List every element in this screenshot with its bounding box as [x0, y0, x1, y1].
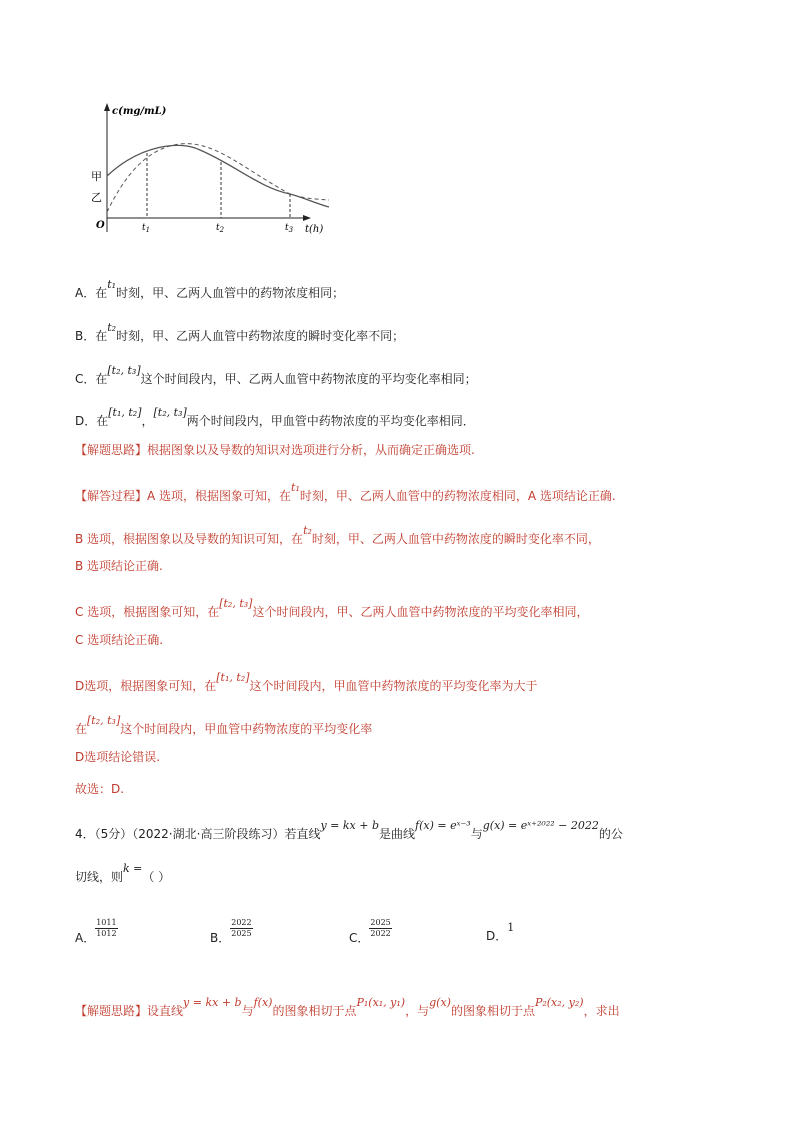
q4-stem-line1 [75, 819, 623, 843]
q4-option-a-den: 1012 [96, 929, 117, 938]
curve-yi-label: 乙 [91, 191, 102, 204]
q4-mid1: 是曲线 [379, 827, 416, 841]
option-d-math1: [t₁, t₂] [108, 406, 142, 419]
process-c-math: [t₂, t₃] [219, 597, 253, 610]
solution-idea [75, 442, 475, 458]
q4-option-b-fraction [230, 918, 252, 939]
option-d-text: 两个时间段内，甲血管中药物浓度的平均变化率相同． [186, 414, 475, 428]
concentration-graph [85, 100, 335, 240]
process-b-math: t₂ [303, 524, 312, 537]
process-c-end-text: C 选项结论正确. [75, 633, 164, 647]
q4-option-c-label: C． [349, 931, 370, 945]
process-d2-math: [t₂, t₃] [87, 714, 121, 727]
q4-g-equation: g(x) = eˣ⁺²⁰²² − 2022 [482, 819, 599, 832]
option-c-prefix: C．在 [75, 372, 108, 386]
solution-process-d2 [75, 714, 373, 738]
q4-stem-line2 [75, 862, 171, 886]
t1-tick-label: $t_1$ [142, 223, 151, 234]
solution-process-c-end [75, 632, 163, 648]
q4-idea-t3: ，与 [405, 1004, 430, 1018]
q4-idea-prefix: 设直线 [147, 1004, 184, 1018]
process-d-math: [t₁, t₂] [216, 671, 250, 684]
q4-idea-t5: ，求出 [583, 1004, 620, 1018]
q4-line-equation: y = kx + b [320, 819, 379, 832]
q4-idea [75, 996, 620, 1020]
q4-answer-blank: （ ） [142, 870, 171, 884]
process-a-prefix: A 选项，根据图象可知，在 [147, 489, 292, 503]
option-b-text: 时刻，甲、乙两人血管中药物浓度的瞬时变化率不同； [116, 329, 405, 343]
process-b-prefix: B 选项，根据图象以及导数的知识可知，在 [75, 532, 304, 546]
q4-option-a-num: 1011 [96, 918, 117, 927]
q4-mid2: 与 [470, 827, 483, 841]
option-a-prefix: A．在 [75, 286, 108, 300]
x-axis-arrow [303, 215, 311, 221]
q4-option-d-label: D． [486, 929, 508, 943]
solution-process-d [75, 671, 538, 695]
q4-line2-prefix: 切线，则 [75, 870, 124, 884]
option-c-math: [t₂, t₃] [107, 364, 141, 377]
process-a-math: t₁ [291, 481, 300, 494]
q4-idea-f: f(x) [253, 996, 273, 1009]
q4-option-c-den: 2022 [370, 929, 391, 938]
y-axis-arrow [104, 103, 110, 111]
q4-option-b [210, 918, 267, 949]
option-d-math2: [t₂, t₃] [153, 406, 187, 419]
process-d-end-text: D选项结论错误. [75, 750, 161, 764]
q4-idea-t2: 的图象相切于点 [272, 1004, 357, 1018]
idea-text: 根据图象以及导数的知识对选项进行分析，从而确定正确选项. [147, 443, 475, 457]
process-d2-text: 这个时间段内，甲血管中药物浓度的平均变化率 [120, 722, 373, 736]
q4-option-a-fraction [95, 918, 117, 939]
solution-process-b [75, 524, 600, 548]
q4-k-equals: k = [123, 862, 143, 875]
q4-option-a-label: A． [75, 931, 96, 945]
process-d-text: 这个时间段内，甲血管中药物浓度的平均变化率为大于 [249, 679, 538, 693]
process-tag: 【解答过程】 [75, 489, 148, 503]
q4-f-equation: f(x) = eˣ⁻³ [415, 819, 471, 832]
q4-option-b-num: 2022 [231, 918, 252, 927]
solution-process-b-end [75, 558, 163, 574]
q4-option-c-fraction [369, 918, 391, 939]
q4-idea-tag: 【解题思路】 [75, 1004, 148, 1018]
solution-process-c [75, 597, 589, 621]
process-b-text: 时刻，甲、乙两人血管中药物浓度的瞬时变化率不同， [311, 532, 600, 546]
option-a [75, 278, 345, 302]
process-c-prefix: C 选项，根据图象可知，在 [75, 605, 220, 619]
q4-prefix: 4．（5分）（2022·湖北·高三阶段练习）若直线 [75, 827, 321, 841]
solution-answer [75, 781, 124, 797]
option-a-math: t₁ [107, 278, 117, 291]
q4-option-d [486, 921, 515, 945]
option-a-text: 时刻，甲、乙两人血管中的药物浓度相同； [116, 286, 345, 300]
q4-option-c-num: 2025 [370, 918, 391, 927]
q4-option-d-value: 1 [507, 921, 515, 934]
q4-idea-g: g(x) [429, 996, 451, 1009]
x-axis-label: t(h) [305, 224, 324, 235]
option-c [75, 364, 477, 388]
process-d-prefix: D选项，根据图象可知，在 [75, 679, 217, 693]
option-d-separator: ， [141, 414, 154, 428]
curve-jia [107, 145, 329, 207]
answer-text: 故选：D. [75, 782, 125, 796]
process-c-text: 这个时间段内，甲、乙两人血管中药物浓度的平均变化率相同， [252, 605, 589, 619]
q4-option-c [349, 918, 406, 949]
t3-tick-label: $t_3$ [285, 223, 294, 234]
process-d2-prefix: 在 [75, 722, 88, 736]
curve-jia-label: 甲 [91, 170, 102, 183]
option-b-prefix: B．在 [75, 329, 108, 343]
q4-idea-t1: 与 [241, 1004, 254, 1018]
q4-idea-line: y = kx + b [183, 996, 242, 1009]
option-b [75, 321, 405, 345]
solution-process-d-end [75, 749, 160, 765]
q4-option-b-label: B． [210, 931, 231, 945]
process-b-end-text: B 选项结论正确. [75, 559, 163, 573]
q4-options [75, 918, 132, 949]
origin-label: O [96, 220, 105, 231]
q4-idea-p2: P₂(x₂, y₂) [534, 996, 584, 1009]
option-c-text: 这个时间段内，甲、乙两人血管中药物浓度的平均变化率相同； [140, 372, 477, 386]
y-axis-label: c(mg/mL) [112, 106, 167, 117]
q4-idea-p1: P₁(x₁, y₁) [356, 996, 406, 1009]
q4-option-b-den: 2025 [231, 929, 252, 938]
option-b-math: t₂ [107, 321, 117, 334]
option-d-prefix: D．在 [75, 414, 109, 428]
idea-tag: 【解题思路】 [75, 443, 148, 457]
process-a-text: 时刻，甲、乙两人血管中的药物浓度相同，A 选项结论正确. [299, 489, 616, 503]
q4-line1-end: 的公 [598, 827, 623, 841]
q4-idea-t4: 的图象相切于点 [450, 1004, 535, 1018]
solution-process-a [75, 481, 616, 505]
t2-tick-label: $t_2$ [216, 223, 225, 234]
option-d [75, 406, 475, 430]
